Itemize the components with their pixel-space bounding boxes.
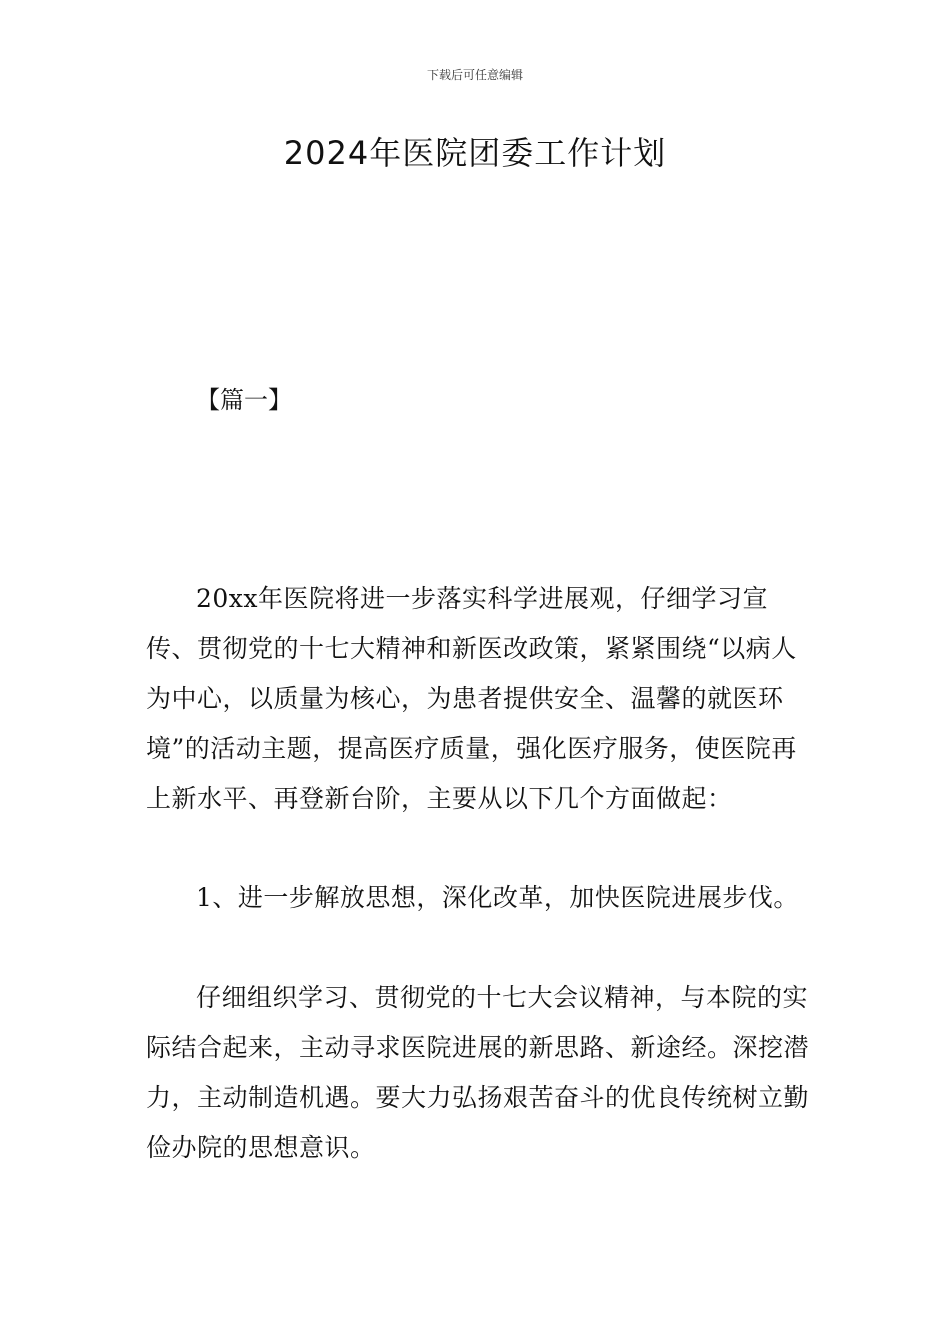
- paragraph-body: 仔细组织学习、贯彻党的十七大会议精神，与本院的实际结合起来，主动寻求医院进展的新思路、新途经。深挖潜力，主动制造机遇。要大力弘扬艰苦奋斗的优良传统树立勤俭办院的思想意识。: [146, 983, 810, 1162]
- paragraph-item-1: 1、进一步解放思想，深化改革，加快医院进展步伐。: [196, 883, 799, 912]
- header-note: 下载后可任意编辑: [426, 68, 523, 82]
- document-title: 2024年医院团委工作计划: [283, 134, 667, 172]
- section-label: 【篇一】: [196, 386, 292, 414]
- paragraph-intro: 20xx年医院将进一步落实科学进展观，仔细学习宣传、贯彻党的十七大精神和新医改政策，紧紧围绕“以病人为中心，以质量为核心，为患者提供安全、温馨的就医环境”的活动主题，提高医疗质量，强化医疗服务，使医院再上新水平、再登新台阶，主要从以下几个方面做起：: [146, 584, 797, 813]
